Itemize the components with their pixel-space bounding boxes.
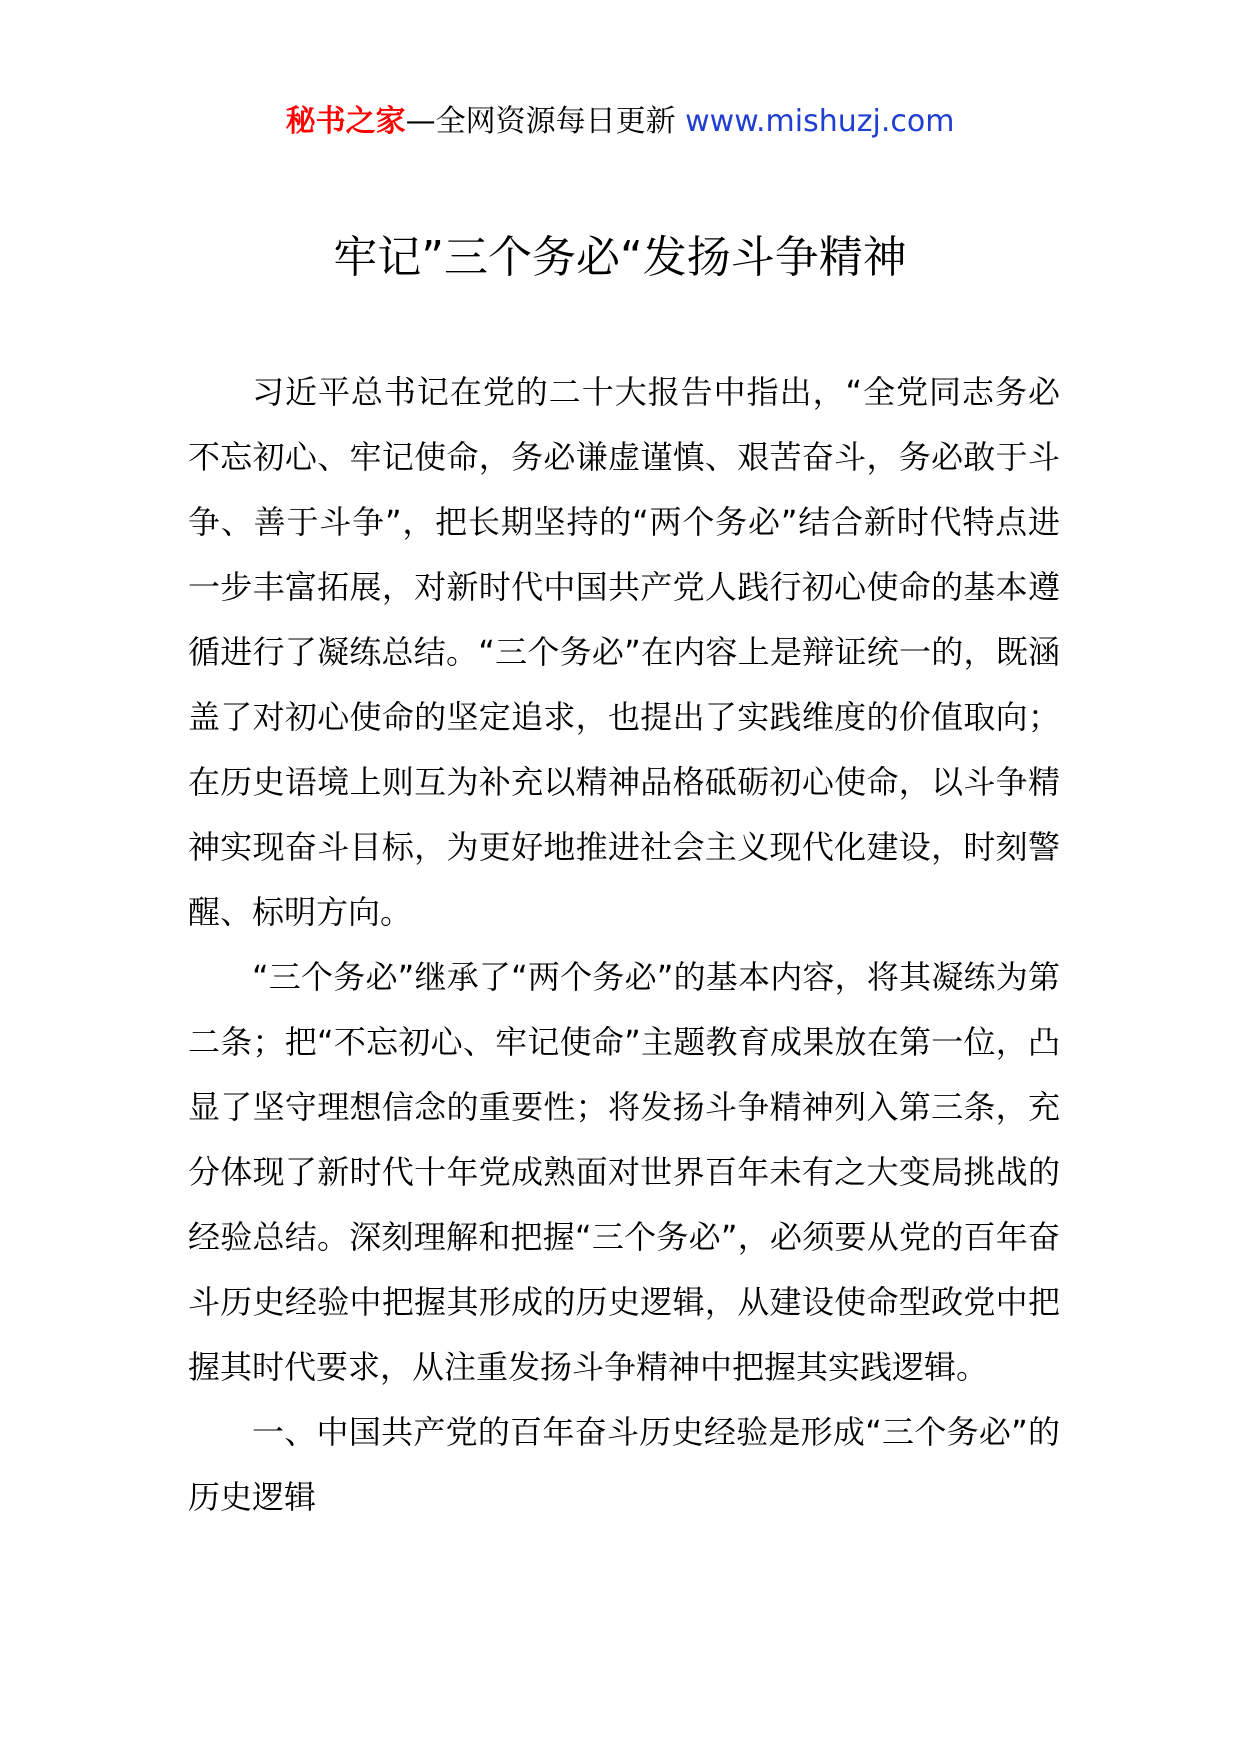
paragraph: “三个务必”继承了“两个务必”的基本内容，将其凝练为第二条；把“不忘初心、牢记使命”主题教育成果放在第一位，凸显了坚守理想信念的重要性；将发扬斗争精神列入第三条，充分体现了新时代十年党成熟面对世界百年未有之大变局挑战的经验总结。深刻理解和把握“三个务必”，必须要从党的百年奋斗历史经验中把握其形成的历史逻辑，从建设使命型政党中把握其时代要求，从注重发扬斗争精神中把握其实践逻辑。 xyxy=(188,958,1060,1386)
site-header xyxy=(0,100,1240,144)
paragraph: 习近平总书记在党的二十大报告中指出，“全党同志务必不忘初心、牢记使命，务必谦虚谨慎、艰苦奋斗，务必敢于斗争、善于斗争”，把长期坚持的“两个务必”结合新时代特点进一步丰富拓展，对新时代中国共产党人践行初心使命的基本遵循进行了凝练总结。“三个务必”在内容上是辩证统一的，既涵盖了对初心使命的坚定追求，也提出了实践维度的价值取向；在历史语境上则互为补充以精神品格砥砺初心使命，以斗争精神实现奋斗目标，为更好地推进社会主义现代化建设，时刻警醒、标明方向。 xyxy=(188,373,1060,931)
section-heading: 一、中国共产党的百年奋斗历史经验是形成“三个务必”的历史逻辑 xyxy=(188,1413,1060,1516)
site-name: 秘书之家 xyxy=(285,104,406,139)
site-tagline: —全网资源每日更新 xyxy=(405,104,686,139)
site-url-link[interactable]: www.mishuzj.com xyxy=(685,104,955,139)
document-title: 牢记”三个务必“发扬斗争精神 xyxy=(333,232,907,283)
document-body xyxy=(188,360,1060,1530)
